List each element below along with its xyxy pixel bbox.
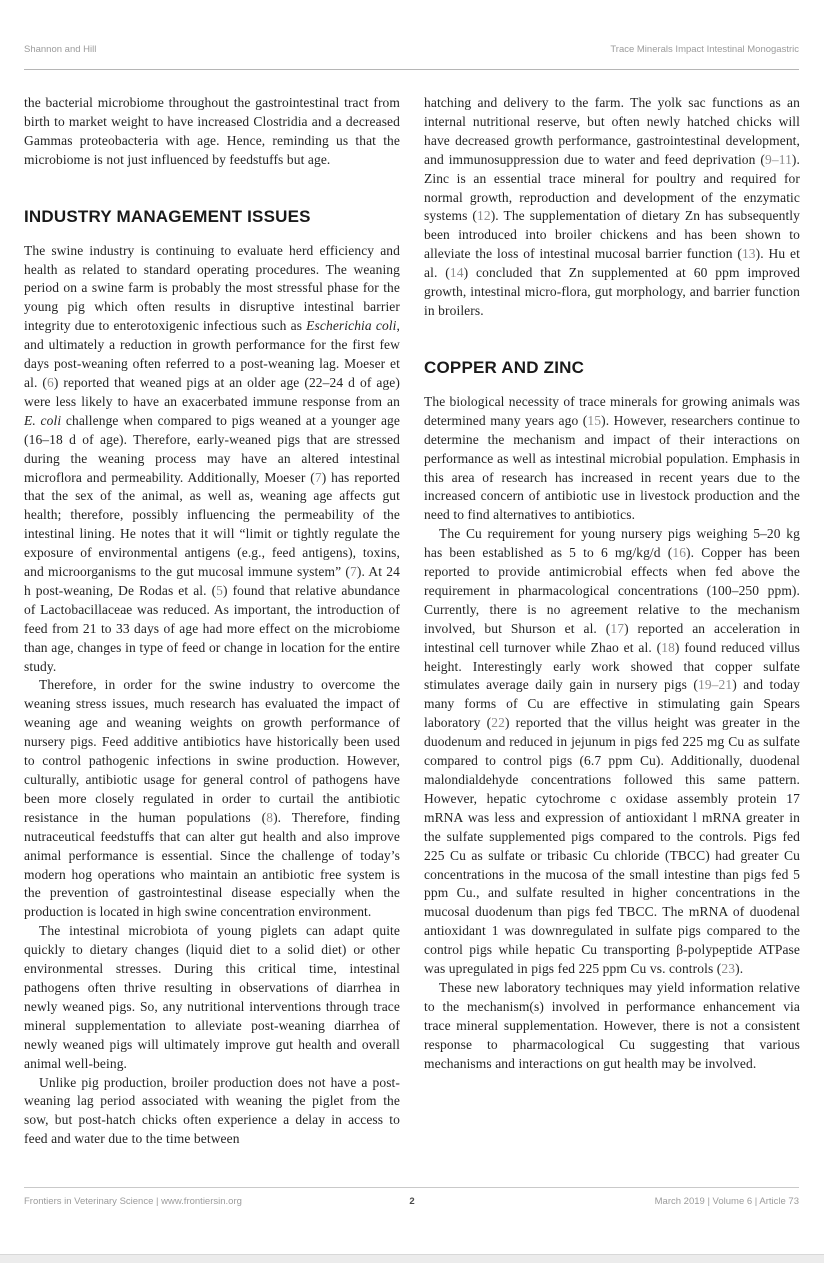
- text-run: ) has reported that the sex of the animal, as well as, weaning age affects gut health; therefore, possibly influencing the permeability of the intestinal lining. He notes that it will “limit or tightly regulate the exposure of environmental antigens (e.g., feed antigens), toxins, and microorganisms to the gut mucosal immune system” (: [24, 469, 400, 580]
- text-run: hatching and delivery to the farm. The yolk sac functions as an internal nutritional reserve, but often newly hatched chicks will have decreased growth performance, gastrointestinal development, and immunosuppression due to water and feed deprivation (: [424, 95, 800, 167]
- paragraph: [424, 979, 800, 1074]
- text-run: The swine industry is continuing to evaluate herd efficiency and health as related to standard operating procedures. The weaning period on a swine farm is probably the most stressful phase for the young pig which often results in disruptive intestinal barrier integrity due to enterotoxigenic infectious such as: [24, 242, 400, 334]
- citation-link[interactable]: 14: [449, 265, 464, 281]
- footer-issue-info: March 2019 | Volume 6 | Article 73: [654, 1196, 799, 1207]
- paragraph: [424, 393, 800, 525]
- citation-link[interactable]: 6: [46, 374, 54, 390]
- article-body: [24, 94, 801, 1149]
- citation-link[interactable]: 5: [216, 582, 224, 598]
- citation-link[interactable]: 15: [587, 412, 602, 428]
- paragraph: [24, 242, 400, 677]
- citation-link[interactable]: 7: [349, 564, 357, 580]
- text-run: the bacterial microbiome throughout the gastrointestinal tract from birth to market weight to have increased Clostridia and a decreased Gammas proteobacteria with age. Hence, reminding us that the microbiome is not just influenced by feedstuffs but age.: [24, 95, 400, 167]
- text-run: Therefore, in order for the swine industry to overcome the weaning stress issues, much research has evaluated the impact of weaning age and weaning weights on growth performance of nursery pigs. Feed additive antibiotics have historically been used to control pathogenic infections in swine production. However, culturally, antibiotic usage for general control of pathogens have been more closely regulated in order to curtail the antibiotic resistance in the human populations (: [24, 677, 400, 825]
- citation-link[interactable]: 8: [266, 809, 274, 825]
- paragraph: [424, 525, 800, 979]
- text-run: ) reported an acceleration in intestinal cell turnover while Zhao et al. (: [424, 620, 800, 655]
- paragraph: [24, 922, 400, 1073]
- text-run: challenge when compared to pigs weaned at a younger age (16–18 d of age). Therefore, early-weaned pigs that are stressed during the weaning process may have an altered intestinal microflora and permeability. Additionally, Moeser (: [24, 412, 400, 485]
- paragraph-continuation: [424, 94, 800, 321]
- citation-link[interactable]: 17: [610, 620, 625, 636]
- citation-link[interactable]: 12: [477, 208, 491, 224]
- citation-link[interactable]: 23: [721, 961, 736, 977]
- text-run: The Cu requirement for young nursery pigs weighing 5–20 kg has been established as 5 to 6 mg/kg/d (: [424, 526, 800, 561]
- citation-link[interactable]: 22: [491, 715, 505, 731]
- running-header-title: Trace Minerals Impact Intestinal Monogastric: [610, 44, 799, 55]
- header-rule: [24, 69, 799, 70]
- text-run: ) reported that the villus height was greater in the duodenum and reduced in jejunum in pigs fed 225 mg Cu as sulfate compared to control pigs (6.7 ppm Cu). Additionally, duodenal malondialdehyde concentrations followed this same pattern. However, hepatic cytochrome c oxidase assembly protein 17 mRNA was less and expression of antioxidant l mRNA greater in the sulfate supplemented pigs compared to the controls. Pigs fed 225 Cu as sulfate or tribasic Cu chloride (TBCC) had greater Cu concentrations in the mucosa of the small intestine than pigs fed 5 ppm Cu., and sulfate resulted in higher concentrations in the mucosal duodenum than pigs fed TBCC. The mRNA of duodenal antioxidant 1 was downregulated in sulfate pigs compared to the control pigs while hepatic Cu transporting β-polypeptide ATPase was upregulated in pigs fed 225 ppm Cu vs. controls (: [424, 715, 800, 977]
- citation-link[interactable]: 9–11: [765, 151, 792, 167]
- text-run: ) and today many forms of Cu are effective in stimulating gain Spears laboratory (: [424, 677, 800, 731]
- paragraph: [24, 676, 400, 922]
- text-run: The intestinal microbiota of young piglets can adapt quite quickly to dietary changes (liquid diet to a solid diet) or other environmental stresses. During this critical time, intestinal pathogens often thrive resulting in observations of diarrhea in newly weaned pigs. So, any nutritional interventions through trace mineral supplementation to alleviate post-weaning diarrhea of newly weaned pigs will ultimately improve gut health and overall animal well-being.: [24, 923, 400, 1071]
- text-run: ) concluded that Zn supplemented at 60 ppm improved growth, intestinal micro-flora, gut morphology, and barrier function in broilers.: [424, 265, 800, 318]
- running-header: [24, 44, 799, 55]
- text-run: ). The supplementation of dietary Zn has subsequently been introduced into broiler chickens and has been shown to alleviate the loss of intestinal mucosal barrier function (: [424, 208, 800, 262]
- footer-journal-url[interactable]: Frontiers in Veterinary Science | www.frontiersin.org: [24, 1196, 242, 1207]
- citation-link[interactable]: 19–21: [697, 677, 733, 693]
- section-heading-copper-and-zinc: COPPER AND ZINC: [424, 357, 585, 377]
- right-column: [424, 94, 800, 1149]
- text-run: ). Hu et al. (: [424, 246, 800, 281]
- paragraph-continuation: [24, 94, 400, 170]
- footer-rule: [24, 1187, 799, 1188]
- citation-link[interactable]: 13: [741, 246, 756, 262]
- text-run: ) found that relative abundance of Lactobacillaceae was reduced. As important, the introduction of feed from 21 to 33 days of age had more effect on the microbiome than age, changes in type of feed or change in location for the entire study.: [24, 582, 400, 674]
- text-run: ). Therefore, finding nutraceutical feedstuffs that can alter gut health and also improve animal performance is essential. Since the challenge of today’s modern hog operations who maintain an antibiotic free system is the prevention of gastrointestinal disease especially when the production is located in high swine concentration environment.: [24, 809, 400, 920]
- citation-link[interactable]: 7: [314, 469, 322, 485]
- text-run: Unlike pig production, broiler production does not have a post-weaning lag period associated with weaning the piglet from the sow, but post-hatch chicks often experience a delay in access to feed and water due to the time between: [24, 1074, 400, 1147]
- text-run: ) found reduced villus height. Interestingly early work showed that copper sulfate stimulates average daily gain in nursery pigs (: [424, 639, 800, 693]
- text-run: , and ultimately a reduction in growth performance for the first few days post-weaning often referred to a post-weaning lag. Moeser et al. (: [24, 318, 400, 390]
- text-run: ) reported that weaned pigs at an older age (22–24 d of age) were less likely to have an exacerbated immune response from an: [24, 374, 400, 409]
- left-column: [24, 94, 400, 1149]
- text-run: The biological necessity of trace minerals for growing animals was determined many years ago (: [424, 393, 800, 428]
- text-run: ). Zinc is an essential trace mineral for poultry and required for normal growth, reproduction and development of the enzymatic systems (: [424, 151, 800, 224]
- section-heading-industry-management-issues: INDUSTRY MANAGEMENT ISSUES: [24, 206, 311, 226]
- paragraph: [24, 1074, 400, 1150]
- text-run: ). However, researchers continue to determine the mechanism and impact of their interactions on performance as well as intestinal microbial population. Emphasis in this area of research has increased in recent years due to the increased concern of antibiotic use in livestock production and the need to find alternatives to antibiotics.: [424, 412, 800, 523]
- species-name-italic: Escherichia coli: [306, 318, 397, 334]
- species-name-italic: E. coli: [24, 412, 62, 428]
- citation-link[interactable]: 16: [672, 545, 687, 561]
- text-run: ).: [735, 961, 744, 977]
- bottom-bar: [0, 1254, 824, 1263]
- text-run: ). At 24 h post-weaning, De Rodas et al. (: [24, 564, 400, 598]
- running-header-author: Shannon and Hill: [24, 44, 97, 55]
- citation-link[interactable]: 18: [661, 639, 675, 655]
- text-run: These new laboratory techniques may yield information relative to the mechanism(s) involved in performance enhancement via trace mineral supplementation. However, there is not a consistent response to pharmacological Cu suggesting that various mechanisms and interactions on gut health may be involved.: [424, 979, 800, 1071]
- footer-page-number: 2: [409, 1196, 415, 1207]
- text-run: ). Copper has been reported to provide antimicrobial effects when fed above the requirement in pharmacological concentrations (100–250 ppm). Currently, there is no agreement relative to the mechanism involved, but Shurson et al. (: [424, 545, 800, 636]
